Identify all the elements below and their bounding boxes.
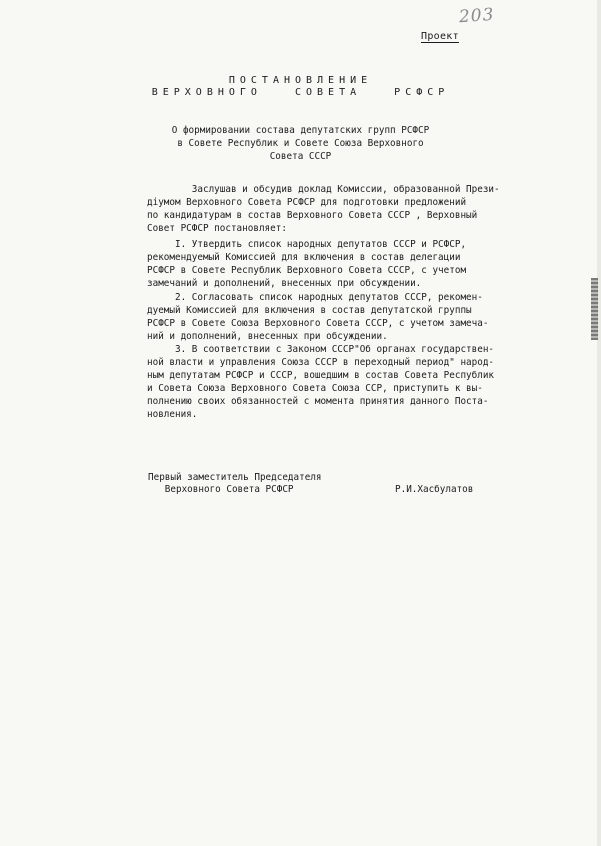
signatory-organization: Верховного Совета РСФСР [148, 484, 294, 495]
subject-line: в Совете Республик и Совете Союза Верховного [177, 138, 424, 149]
body-line: ной власти и управления Союза СССР в переходный период" народ- [147, 357, 495, 368]
body-line: Совет РСФСР постановляет: [147, 223, 287, 234]
body-line: РСФСР в Совете Союза Верховного Совета СССР, с учетом замеча- [147, 318, 489, 329]
document-title: ПОСТАНОВЛЕНИЕ [228, 75, 373, 86]
body-line: новления. [147, 409, 198, 420]
body-line: I. Утвердить список народных депутатов СССР и РСФСР, [147, 239, 467, 250]
body-line: ным депутатам РСФСР и СССР, вошедшим в состав Совета Республик [147, 370, 495, 381]
body-line: 2. Согласовать список народных депутатов СССР, рекомен- [147, 292, 483, 303]
body-line: ний и дополнений, внесенных при обсуждении. [147, 331, 388, 342]
body-line: РСФСР в Совете Республик Верховного Совета СССР, с учетом [147, 265, 467, 276]
body-line: дуемый Комиссией для включения в состав депутатской группы [147, 305, 472, 316]
body-line: и Совета Союза Верховного Совета Союза ССР, приступить к вы- [147, 383, 483, 394]
signatory-title: Первый заместитель Председателя [148, 472, 322, 483]
subject-line: О формировании состава депутатских групп РСФСР [171, 125, 430, 136]
signatory-name: Р.И.Хасбулатов [395, 484, 474, 495]
body-line: полнению своих обязанностей с момента принятия данного Поста- [147, 396, 489, 407]
body-line: замечаний и дополнений, внесенных при обсуждении. [147, 278, 422, 289]
draft-label: Проект [421, 31, 459, 42]
body-line: 3. В соответствии с Законом СССР"Об органах государствен- [147, 344, 495, 355]
document-issuer: ВЕРХОВНОГО СОВЕТА РСФСР [151, 87, 450, 98]
body-line: по кандидатурам в состав Верховного Совета СССР , Верховный [147, 210, 478, 221]
body-line: рекомендуемый Комиссией для включения в состав делегации [147, 252, 461, 263]
body-line: Заслушав и обсудив доклад Комиссии, образованной Прези- [147, 184, 500, 195]
subject-line: Совета СССР [269, 151, 332, 162]
scan-edge-marker [591, 278, 598, 340]
handwritten-page-number: 203 [458, 4, 496, 28]
body-line: дiумом Верховного Совета РСФСР для подготовки предложений [147, 197, 467, 208]
